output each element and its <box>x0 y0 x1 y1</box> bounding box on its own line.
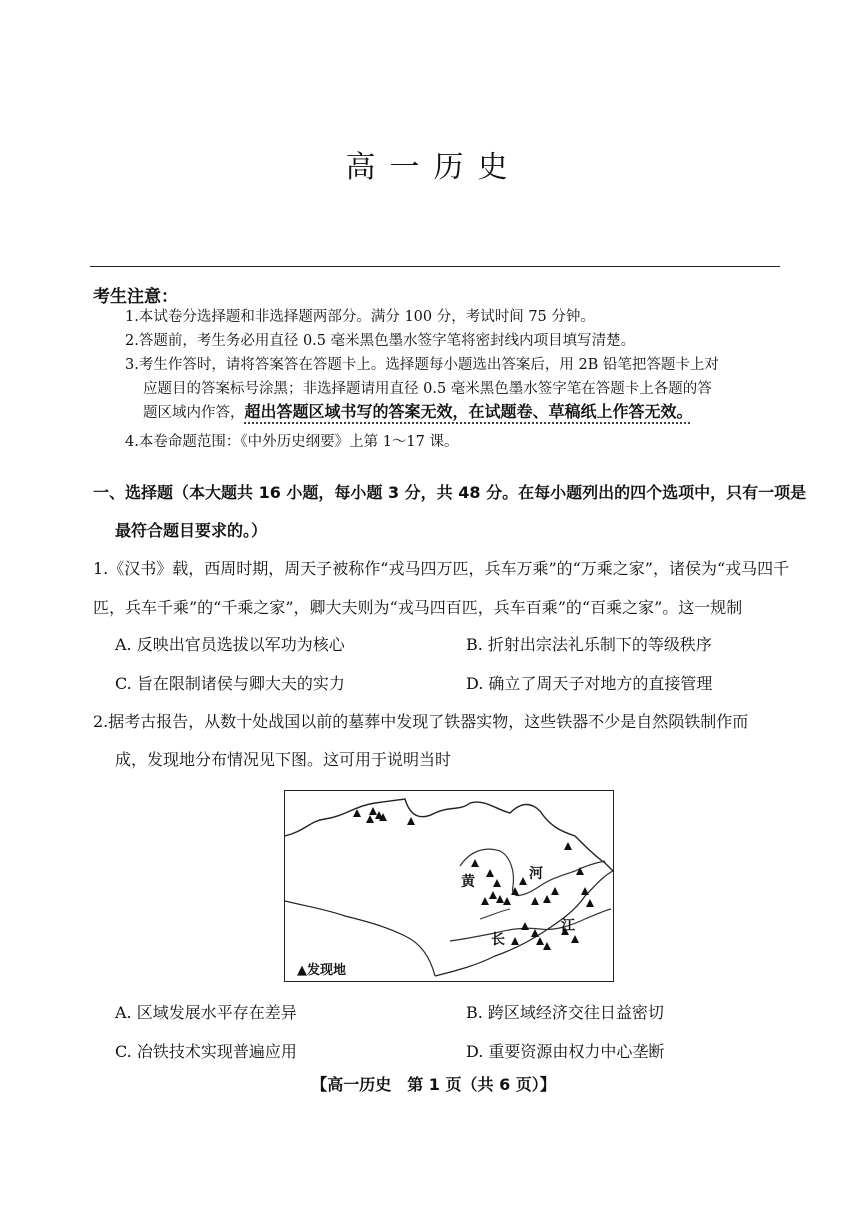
find-site-marker <box>471 859 479 867</box>
find-site-marker <box>581 887 589 895</box>
q1-option-a: A. 反映出官员选拔以军功为核心 <box>115 635 345 654</box>
q2-option-a: A. 区域发展水平存在差异 <box>115 1003 297 1022</box>
map-label-he: 河 <box>529 866 543 882</box>
find-site-marker <box>564 842 572 850</box>
find-site-marker <box>531 929 539 937</box>
notice-item-3-end <box>143 399 693 422</box>
find-site-marker <box>486 869 494 877</box>
notice-item-2: 2.答题前，考生务必用直径 0.5 毫米黑色墨水签字笔将密封线内项目填写清楚。 <box>125 333 636 349</box>
find-site-marker <box>543 942 551 950</box>
notice-item-4: 4.本卷命题范围：《中外历史纲要》上第 1～17 课。 <box>125 434 459 450</box>
q1-option-c: C. 旨在限制诸侯与卿大夫的实力 <box>115 674 345 693</box>
find-site-marker <box>379 813 387 821</box>
map-drawing <box>285 791 613 981</box>
find-site-marker <box>503 897 511 905</box>
find-site-marker <box>481 897 489 905</box>
section-heading-cont: 最符合题目要求的。） <box>115 521 268 540</box>
find-site-marker <box>561 927 569 935</box>
find-site-marker <box>521 922 529 930</box>
find-site-marker <box>511 887 519 895</box>
map-label-huang: 黄 <box>461 874 475 890</box>
map-label-jiang: 江 <box>561 918 575 934</box>
notice-item-1: 1.本试卷分选择题和非选择题两部分。满分 100 分，考试时间 75 分钟。 <box>125 309 595 325</box>
find-site-marker <box>576 867 584 875</box>
find-site-marker <box>511 937 519 945</box>
iron-find-map <box>284 790 614 982</box>
notice-item-3-cont: 应题目的答案标号涂黑；非选择题请用直径 0.5 毫米黑色墨水签字笔在答题卡上各题的答 <box>143 381 712 397</box>
q2-stem-line1: 2.据考古报告，从数十处战国以前的墓葬中发现了铁器实物，这些铁器不少是自然陨铁制作而 <box>93 712 749 731</box>
q2-option-c: C. 冶铁技术实现普遍应用 <box>115 1042 297 1061</box>
find-site-marker <box>519 877 527 885</box>
q1-option-d: D. 确立了周天子对地方的直接管理 <box>466 674 713 693</box>
notice-item-3-tail: 题区域内作答， <box>143 405 245 421</box>
northern-border <box>285 799 613 871</box>
find-site-marker <box>531 897 539 905</box>
find-site-marker <box>551 887 559 895</box>
river-branch <box>480 909 510 919</box>
find-site-marker <box>571 935 579 943</box>
q2-stem-line2: 成，发现地分布情况见下图。这可用于说明当时 <box>115 750 452 769</box>
find-site-marker <box>353 809 361 817</box>
q1-stem-line1: 1.《汉书》载，西周时期，周天子被称作“戎马四万匹，兵车万乘”的“万乘之家”，诸侯为“戎马四千 <box>93 559 790 578</box>
header-divider <box>90 266 780 267</box>
map-label-chang: 长 <box>491 932 505 948</box>
q1-stem-line2: 匹，兵车千乘”的“千乘之家”，卿大夫则为“戎马四百匹，兵车百乘”的“百乘之家”。这一规制 <box>93 598 743 617</box>
find-site-marker <box>366 815 374 823</box>
find-site-marker <box>543 895 551 903</box>
page-footer: 【高一历史 第 1 页（共 6 页）】 <box>311 1075 556 1094</box>
notice-heading: 考生注意： <box>93 287 178 307</box>
page-title: 高一历史 <box>345 150 522 185</box>
notice-item-3: 3.考生作答时，请将答案答在答题卡上。选择题每小题选出答案后，用 2B 铅笔把答题卡上对 <box>125 357 719 373</box>
q1-option-b: B. 折射出宗法礼乐制下的等级秩序 <box>466 635 712 654</box>
find-site-marker <box>407 817 415 825</box>
map-legend: ▲发现地 <box>297 963 346 978</box>
q2-option-b: B. 跨区域经济交往日益密切 <box>466 1003 664 1022</box>
find-site-marker <box>586 899 594 907</box>
notice-warning: 超出答题区域书写的答案无效，在试题卷、草稿纸上作答无效。 <box>244 402 693 421</box>
section-heading: 一、选择题（本大题共 16 小题，每小题 3 分，共 48 分。在每小题列出的四个选项中，只有一项是 <box>93 483 807 502</box>
q2-option-d: D. 重要资源由权力中心垄断 <box>466 1042 665 1061</box>
find-site-marker <box>493 879 501 887</box>
